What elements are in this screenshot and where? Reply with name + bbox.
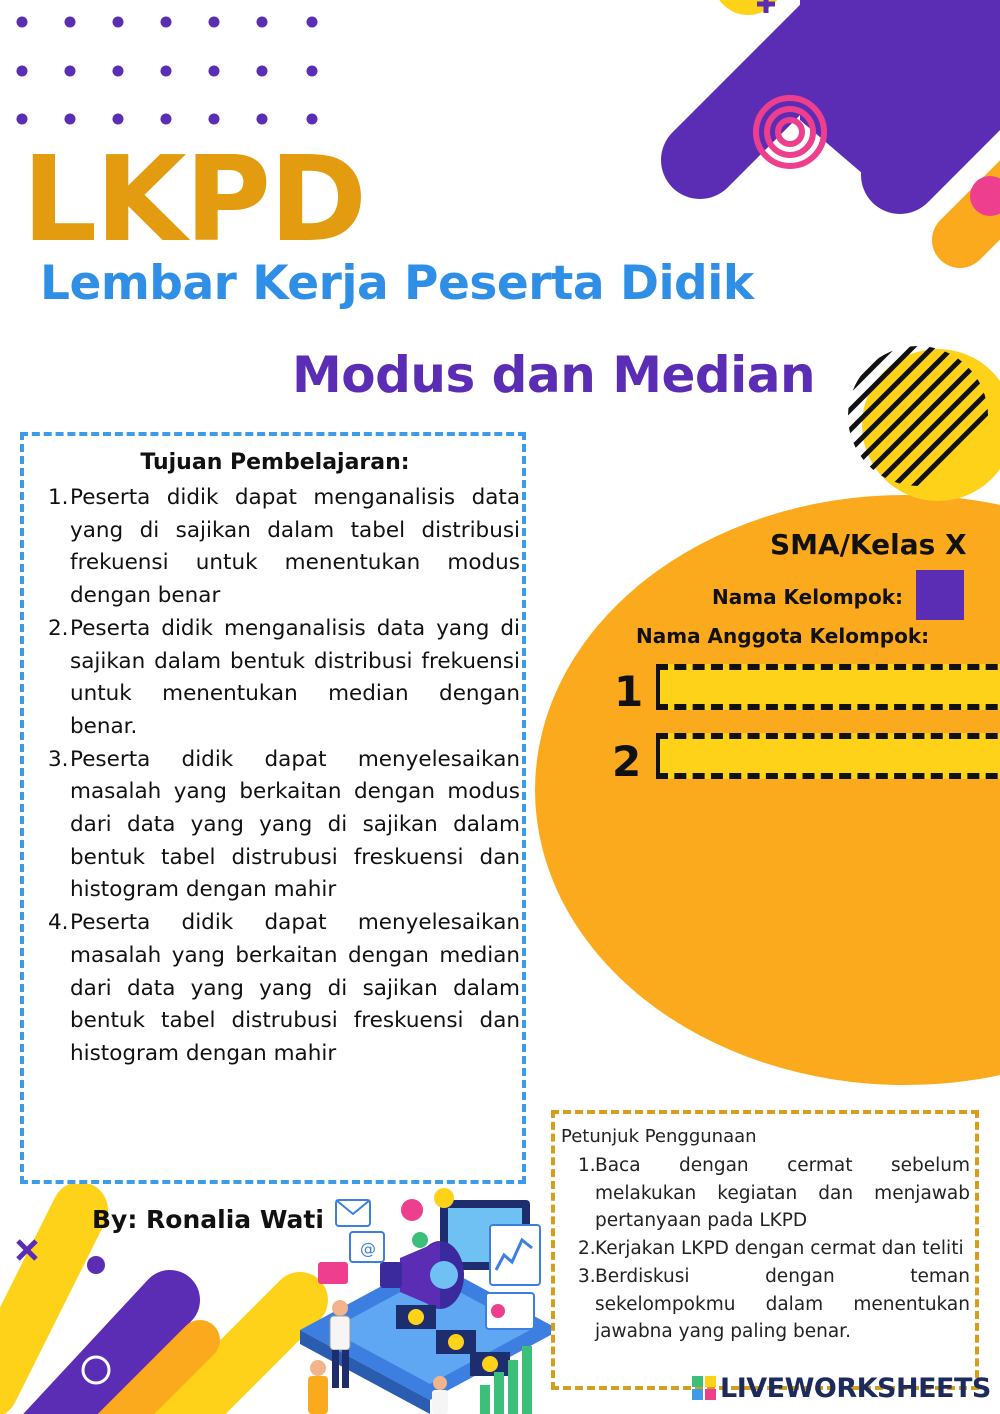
dot-grid <box>17 17 318 125</box>
page-title: LKPD <box>22 130 366 268</box>
instructions-list <box>576 1152 970 1346</box>
top-right-shapes <box>700 0 1000 240</box>
topic-title: Modus dan Median <box>292 346 816 404</box>
instructions-heading: Petunjuk Penggunaan <box>561 1126 757 1147</box>
page-subtitle: Lembar Kerja Peserta Didik <box>40 256 754 311</box>
list-item-number: 3. <box>578 1265 596 1287</box>
svg-text:@: @ <box>360 1239 376 1258</box>
bottom-left-shapes <box>0 1210 300 1414</box>
list-item-number: 3. <box>48 746 69 772</box>
list-item-text: Peserta didik dapat menyelesaikan masalah yang berkaitan dengan median dari data yang yang di sajikan dalam bentuk tabel distrubusi freskuensi dan histogram dengan mahir <box>70 910 520 1066</box>
group-name-input[interactable] <box>916 570 964 620</box>
member-2-input[interactable] <box>656 733 1000 779</box>
member-number-1: 1 <box>614 667 644 716</box>
list-item-text: Kerjakan LKPD dengan cermat dan teliti <box>595 1238 964 1260</box>
list-item <box>46 482 520 613</box>
megaphone-illustration <box>300 1188 560 1414</box>
list-item <box>46 744 520 908</box>
class-label: SMA/Kelas X <box>770 528 967 561</box>
author-credit: By: Ronalia Wati <box>92 1205 324 1234</box>
list-item-text: Berdiskusi dengan teman sekelompokmu dalam menentukan jawabna yang paling benar. <box>595 1265 970 1343</box>
list-item <box>46 613 520 744</box>
list-item-text: Peserta didik dapat menyelesaikan masalah yang berkaitan dengan modus dari data yang yang di sajikan dalam bentuk tabel distrubusi freskuensi dan histogram dengan mahir <box>70 746 520 903</box>
list-item-text: Peserta didik dapat menganalisis data yang di sajikan dalam tabel distribusi frekuensi untuk menentukan modus dengan benar <box>70 485 520 609</box>
list-item <box>46 907 520 1071</box>
list-item-text: Baca dengan cermat sebelum melakukan kegiatan dan menjawab pertanyaan pada LKPD <box>595 1155 970 1232</box>
list-item-number: 2. <box>48 615 69 641</box>
list-item-number: 1. <box>578 1155 596 1176</box>
liveworksheets-logo-icon <box>692 1376 716 1400</box>
learning-goals-list <box>46 482 520 1071</box>
list-item <box>576 1263 970 1346</box>
list-item <box>576 1152 970 1235</box>
list-item-text: Peserta didik menganalisis data yang di sajikan dalam bentuk distribusi frekuensi untuk menentukan median dengan benar. <box>70 615 520 739</box>
group-name-label: Nama Kelompok: <box>712 585 904 609</box>
member-number-2: 2 <box>612 737 642 786</box>
liveworksheets-watermark: LIVEWORKSHEETS <box>720 1373 991 1404</box>
learning-goals-heading: Tujuan Pembelajaran: <box>140 450 410 475</box>
members-label: Nama Anggota Kelompok: <box>636 624 930 648</box>
list-item <box>576 1235 970 1263</box>
list-item-number: 4. <box>48 910 69 936</box>
list-item-number: 2. <box>578 1238 596 1260</box>
list-item-number: 1. <box>48 485 69 510</box>
member-1-input[interactable] <box>656 664 1000 710</box>
